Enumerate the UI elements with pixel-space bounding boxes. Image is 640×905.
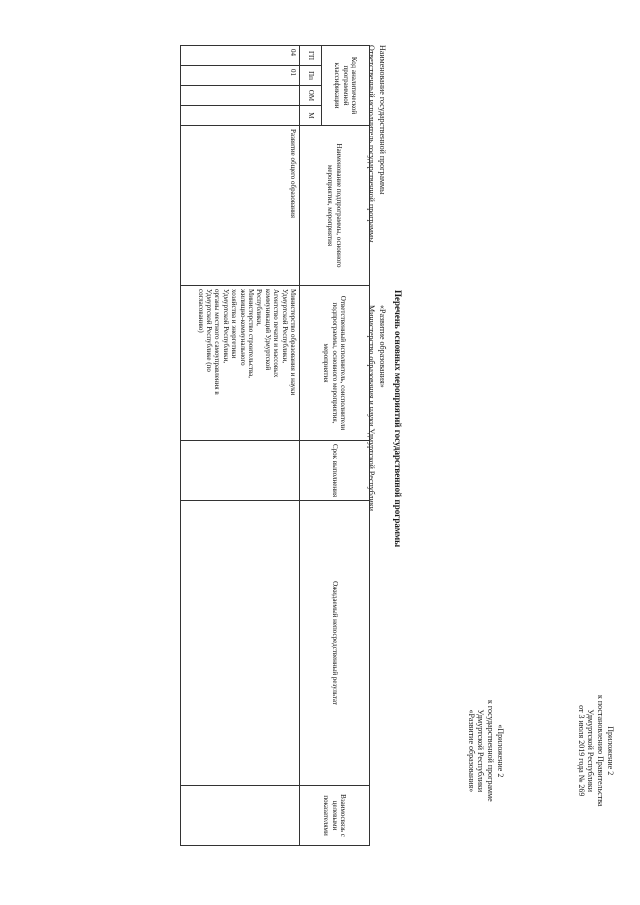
header-m: М — [300, 106, 322, 126]
prior-appendix-line: Удмуртской Республики — [476, 709, 486, 793]
cell-result — [181, 501, 300, 786]
appendix-block — [576, 695, 615, 806]
header-name: Наименование подпрограммы, основного мероприятия, мероприятия — [300, 126, 370, 286]
appendix-line: от 3 июля 2019 года № 269 — [576, 705, 586, 797]
document-title: Перечень основных мероприятий государственной программы — [393, 290, 403, 548]
header-executor: Ответственный исполнитель, соисполнители подпрограммы, основного мероприятия, мероприятия — [300, 286, 370, 441]
cell-gp: 04 — [181, 46, 300, 66]
cell-pp: 01 — [181, 66, 300, 86]
header-term: Срок выполнения — [300, 441, 370, 501]
header-om: ОМ — [300, 86, 322, 106]
appendix-line: Приложение 2 — [606, 726, 615, 776]
prior-appendix-line: к государственной программе — [486, 700, 496, 802]
program-executor-value: Министерство образования и науки Удмуртской Республики — [367, 305, 376, 512]
cell-executor: Министерство образования и науки Удмуртской Республики, Агентство печати и массовых коммуникаций Удмуртской Республики, Министерство строительства, жилищно-коммунального хозяйства и энергетики Удмуртской Республики, органы местного самоуправления в Удмуртской Республике (по согласованию) — [181, 286, 300, 441]
header-pp: Пп — [300, 66, 322, 86]
header-result: Ожидаемый непосредственный результат — [300, 501, 370, 786]
table-row — [181, 46, 300, 846]
appendix-line: Удмуртской Республики — [586, 709, 596, 793]
program-name-value: «Развитие образования» — [378, 305, 387, 388]
activities-table — [180, 45, 370, 846]
prior-appendix-block — [466, 700, 505, 802]
cell-om — [181, 86, 300, 106]
cell-link — [181, 786, 300, 846]
program-name-label: Наименование государственной программы — [378, 45, 387, 195]
program-executor-label: Ответственный исполнитель государственной программы — [367, 45, 376, 243]
header-row — [322, 46, 370, 846]
cell-term — [181, 441, 300, 501]
prior-appendix-line: «Приложение 2 — [496, 724, 505, 778]
header-code-group: Код аналитической программной классификации — [322, 46, 370, 126]
header-link: Взаимосвязь с целевыми показателями — [300, 786, 370, 846]
appendix-line: к постановлению Правительства — [596, 695, 606, 807]
cell-m — [181, 106, 300, 126]
prior-appendix-line: «Развитие образования» — [466, 709, 476, 793]
header-gp: ГП — [300, 46, 322, 66]
cell-name: Развитие общего образования — [181, 126, 300, 286]
